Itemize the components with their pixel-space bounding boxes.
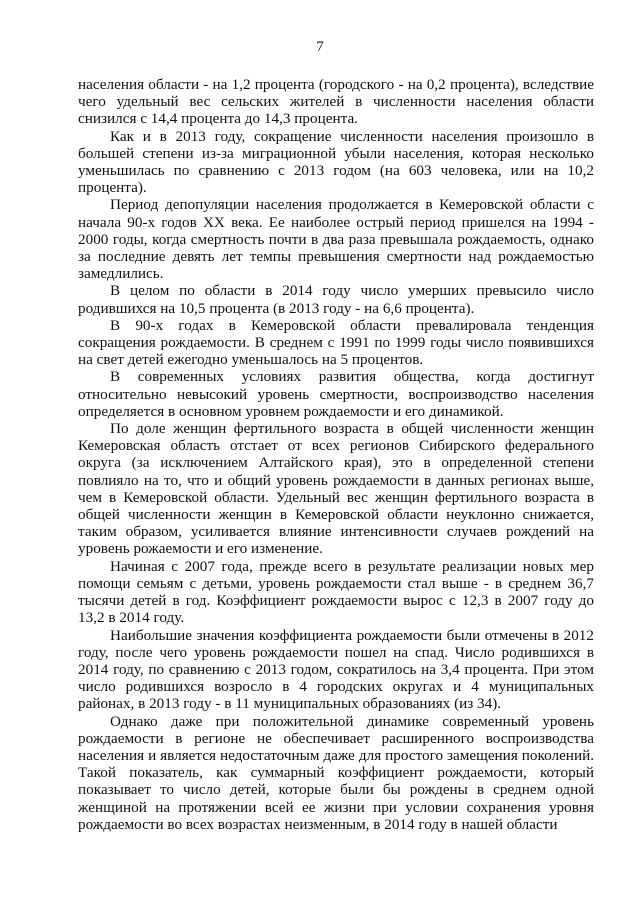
paragraph-6: В современных условиях развития общества, когда достигнут относительно невысокий уровень смертности, воспроизводство населения определяется в основном уровнем рождаемости и его динамикой. — [78, 368, 594, 420]
paragraph-1: населения области - на 1,2 процента (городского - на 0,2 процента), вследствие чего удельный вес сельских жителей в численности населения области снизился с 14,4 процента до 14,3 процента. — [78, 76, 594, 128]
paragraph-5: В 90-х годах в Кемеровской области превалировала тенденция сокращения рождаемости. В среднем с 1991 по 1999 годы число появившихся на свет детей ежегодно уменьшалось на 5 процентов. — [78, 316, 594, 369]
page-number: 7 — [316, 39, 324, 55]
paragraph-10: Однако даже при положительной динамике современный уровень рождаемости в регионе не обеспечивает расширенного воспроизводства населения и является недостаточным даже для простого замещения поколений. Такой показатель, как суммарный коэффициент рождаемости, который показывает то число детей, которые были бы рождены в среднем одной женщиной на протяжении всей ее жизни при условии сохранения уровня рождаемости во всех возрастах неизменным, в 2014 году в нашей области — [78, 712, 594, 833]
paragraph-9: Наибольшие значения коэффициента рождаемости были отмечены в 2012 году, после чего уровень рождаемости пошел на спад. Число родившихся в 2014 году, по сравнению с 2013 годом, сократилось на 3,4 процента. При этом число родившихся возросло в 4 городских округах и 4 муниципальных районах, в 2013 году - в 11 муниципальных образованиях (из 34). — [78, 626, 594, 713]
paragraph-7: По доле женщин фертильного возраста в общей численности женщин Кемеровская область отстает от всех регионов Сибирского федерального округа (за исключением Алтайского края), это в определенной степени повлияло на то, что и общий уровень рождаемости в данных регионах выше, чем в Кемеровской области. Удельный вес женщин фертильного возраста в общей численности женщин в Кемеровской области неуклонно снижается, таким образом, усиливается влияние интенсивности случаев рождений на уровень рожаемости и его изменение. — [78, 420, 594, 558]
paragraph-4: В целом по области в 2014 году число умерших превысило число родившихся на 10,5 процента (в 2013 году - на 6,6 процента). — [78, 282, 594, 317]
paragraph-8: Начиная с 2007 года, прежде всего в результате реализации новых мер помощи семьям с детьми, уровень рождаемости стал выше - в среднем 36,7 тысячи детей в год. Коэффициент рождаемости вырос с 12,3 в 2007 году до 13,2 в 2014 году. — [78, 557, 594, 627]
paragraph-2: Как и в 2013 году, сокращение численности населения произошло в большей степени из-за миграционной убыли населения, которая несколько уменьшилась по сравнению с 2013 годом (на 603 человека, или на 10,2 процента). — [78, 127, 594, 197]
body-text — [78, 76, 594, 833]
paragraph-3: Период депопуляции населения продолжается в Кемеровской области с начала 90-х годов XX века. Ее наиболее острый период пришелся на 1994 - 2000 годы, когда смертность почти в два раза превышала рождаемость, однако за последние девять лет темпы превышения смертности над рождаемостью замедлились. — [78, 196, 594, 283]
